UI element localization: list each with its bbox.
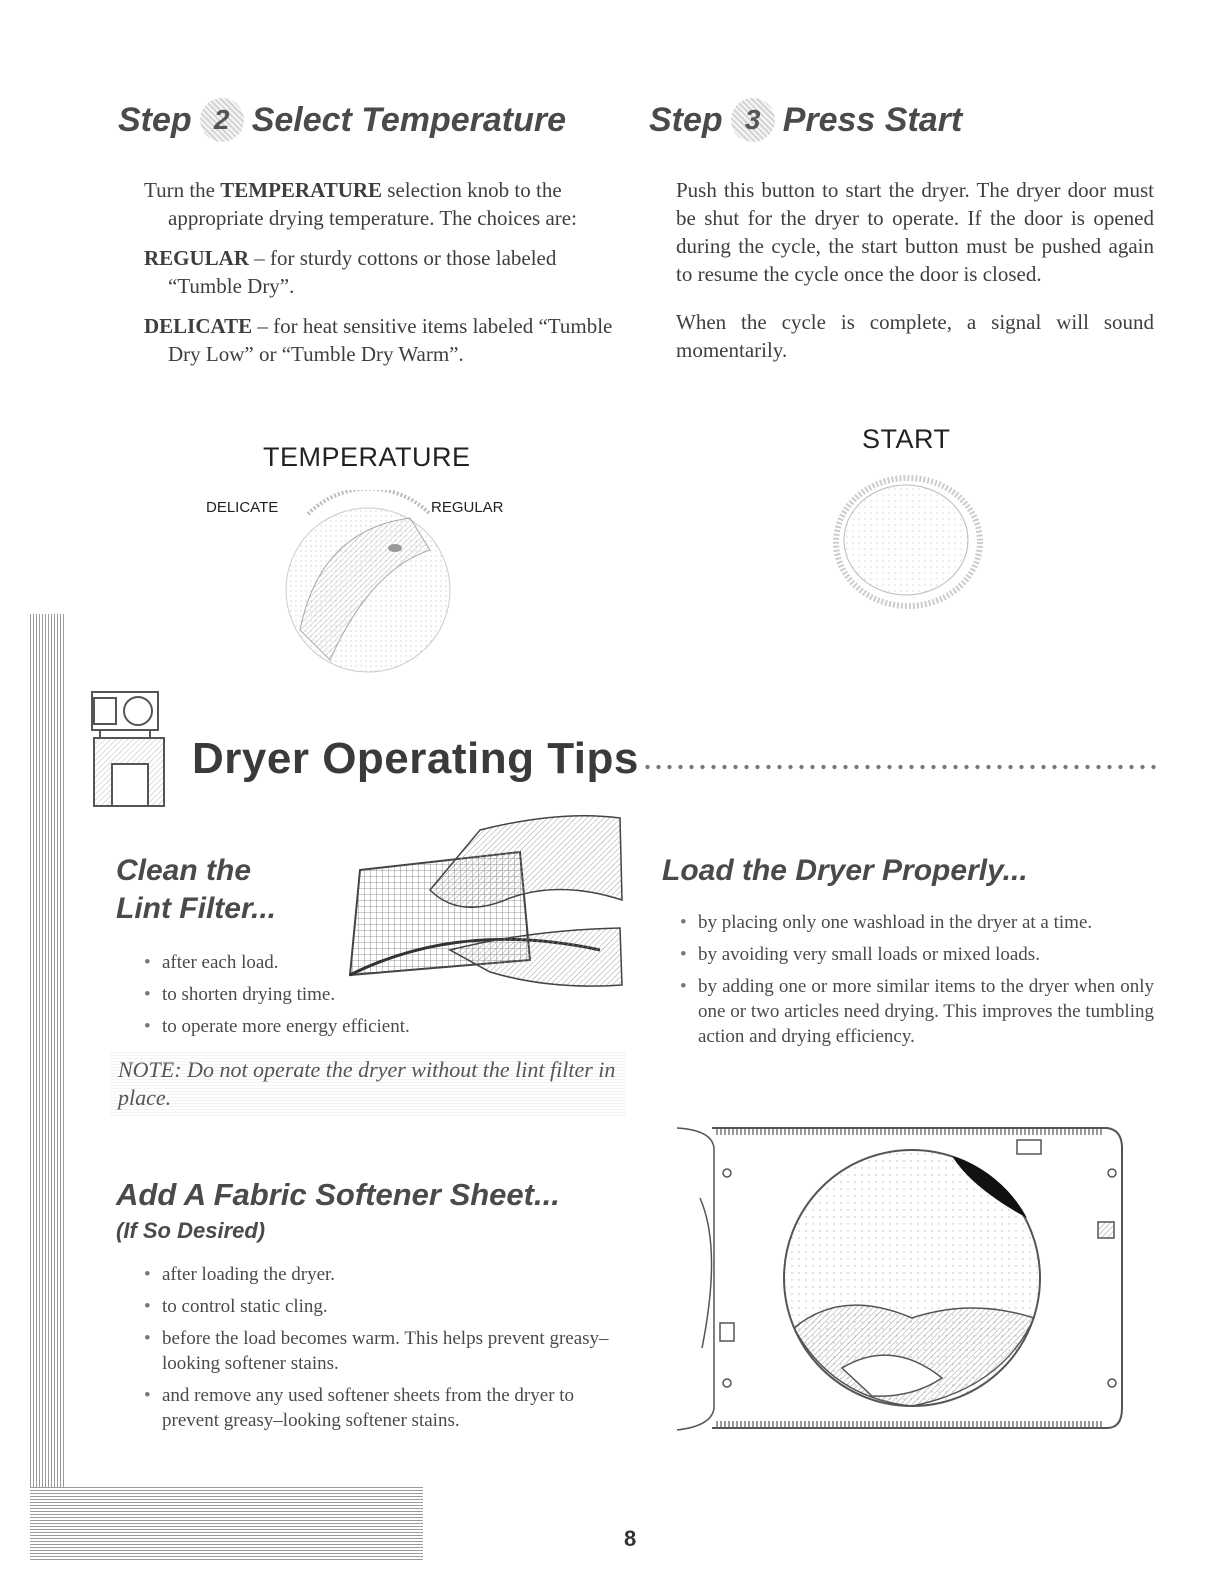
step2-word: Step [118, 100, 192, 139]
lint-bullet: • to operate more energy efficient. [138, 1014, 478, 1039]
lint-bullets [138, 950, 478, 1046]
step2-heading [118, 98, 566, 142]
temperature-panel-label: TEMPERATURE [263, 442, 471, 472]
step2-intro-pre: Turn the [144, 178, 221, 202]
load-bullet: • by avoiding very small loads or mixed loads. [674, 942, 1154, 967]
step3-body [676, 176, 1154, 364]
lint-heading-line1: Clean the [116, 854, 252, 887]
lint-filter-heading [116, 852, 276, 928]
regular-label: REGULAR [144, 246, 250, 270]
dryer-drum-illustration [672, 1118, 1132, 1440]
dryer-operating-tips-title: Dryer Operating Tips [192, 734, 639, 783]
step3-number: 3 [744, 104, 761, 135]
title-dotted-leader [642, 764, 1156, 770]
step2-intro-bold: TEMPERATURE [220, 178, 383, 202]
step2-body [144, 176, 616, 368]
softener-bullet: • to control static cling. [138, 1294, 616, 1319]
decorative-bottom-stripe [30, 1487, 423, 1560]
step2-intro-post: selection knob to the appropriate drying temperature. The choices are: [168, 178, 577, 230]
lint-filter-note: NOTE: Do not operate the dryer without the lint filter in place. [110, 1052, 626, 1116]
decorative-side-stripe [30, 614, 64, 1560]
softener-bullet: • after loading the dryer. [138, 1262, 616, 1287]
step3-word: Step [649, 100, 723, 139]
delicate-description: – for heat sensitive items labeled “Tumble Dry Low” or “Tumble Dry Warm”. [168, 314, 613, 366]
step2-intro [144, 176, 616, 232]
step3-heading [649, 98, 962, 142]
step2-delicate [144, 312, 616, 368]
load-bullets [674, 910, 1154, 1056]
lint-heading-line2: Lint Filter... [116, 892, 277, 925]
lint-bullet: • after each load. [138, 950, 478, 975]
softener-bullet: • and remove any used softener sheets from the dryer to prevent greasy–looking softener stains. [138, 1383, 616, 1433]
step2-title: Select Temperature [251, 100, 567, 139]
regular-description: – for sturdy cottons or those labeled “Tumble Dry”. [168, 246, 557, 298]
step-number-3-icon [731, 98, 775, 142]
washer-dryer-icon [90, 686, 180, 811]
step3-paragraph-1: Push this button to start the dryer. The dryer door must be shut for the dryer to operate. If the door is opened during the cycle, the start button must be pushed again to resume the cycle once the door is closed. [676, 178, 1154, 286]
load-bullet: • by placing only one washload in the dryer at a time. [674, 910, 1154, 935]
step3-paragraph-2: When the cycle is complete, a signal will sound momentarily. [676, 310, 1154, 362]
step-number-2-icon [200, 98, 244, 142]
fabric-softener-heading: Add A Fabric Softener Sheet... [116, 1177, 560, 1212]
softener-bullets [138, 1262, 616, 1440]
temperature-knob-illustration [270, 490, 460, 690]
lint-bullet: • to shorten drying time. [138, 982, 478, 1007]
load-dryer-heading: Load the Dryer Properly... [662, 854, 1028, 887]
load-bullet: • by adding one or more similar items to the dryer when only one or two articles need drying. This improves the tumbling action and drying efficiency. [674, 974, 1154, 1049]
start-panel-label: START [862, 424, 951, 454]
page-number: 8 [624, 1526, 637, 1551]
fabric-softener-subheading: (If So Desired) [116, 1218, 266, 1243]
delicate-label: DELICATE [144, 314, 253, 338]
step2-regular [144, 244, 616, 300]
knob-regular-label: REGULAR [431, 499, 504, 516]
softener-bullet: • before the load becomes warm. This helps prevent greasy–looking softener stains. [138, 1326, 616, 1376]
step3-title: Press Start [782, 100, 963, 139]
knob-delicate-label: DELICATE [206, 499, 279, 516]
start-button-illustration [828, 470, 988, 620]
step2-number: 2 [213, 104, 230, 135]
